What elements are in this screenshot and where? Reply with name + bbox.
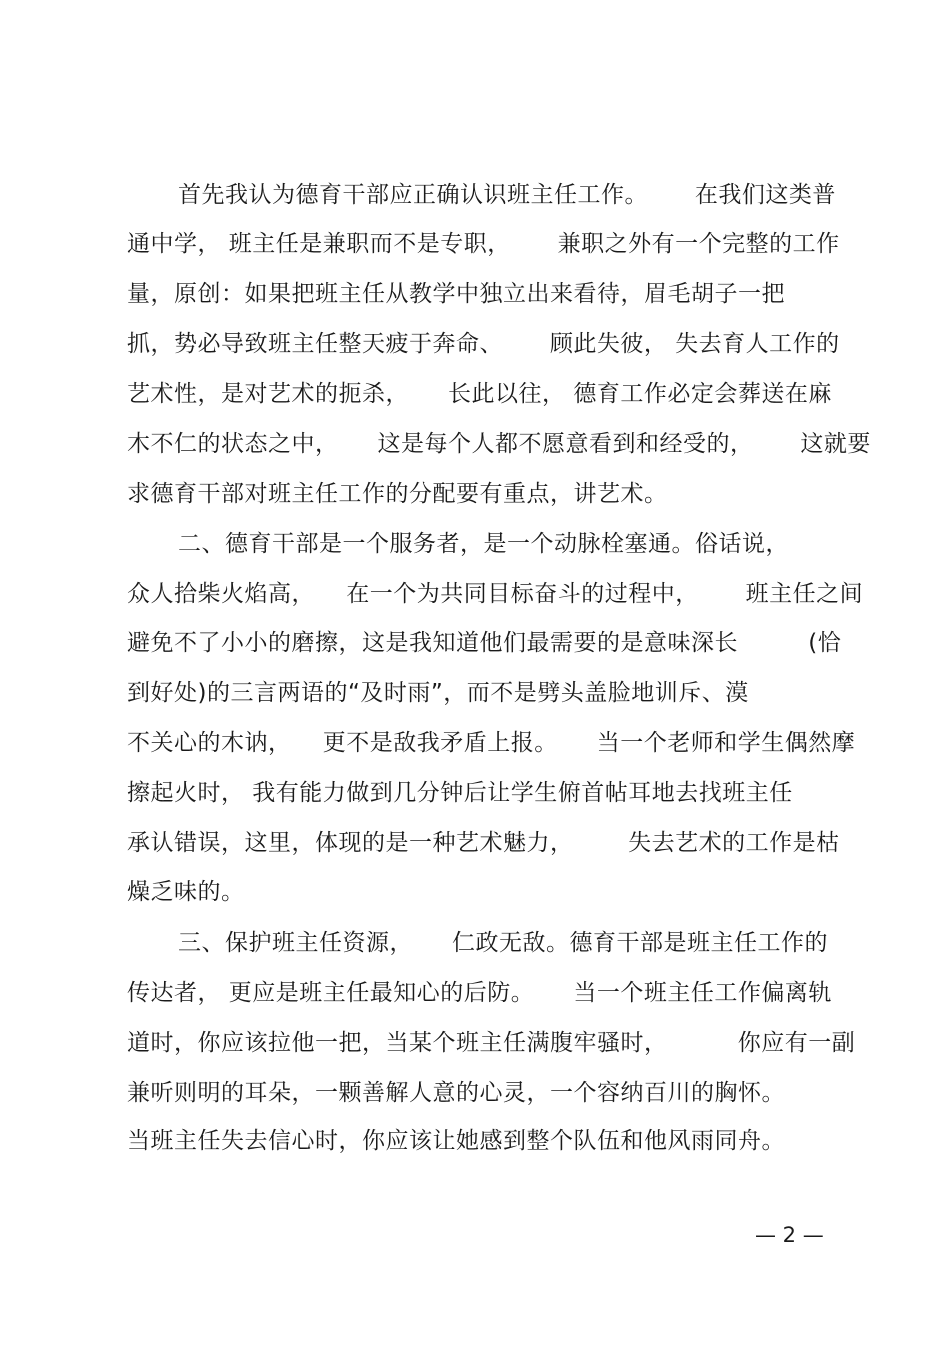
paragraph-2-line-8: 燥乏味的。 xyxy=(127,879,245,905)
paragraph-1-line-6: 木不仁的状态之中， 这是每个人都不愿意看到和经受的， 这就要 xyxy=(127,431,871,457)
paragraph-2-line-2: 众人拾柴火焰高， 在一个为共同目标奋斗的过程中， 班主任之间 xyxy=(127,581,864,607)
page-number: — 2 — xyxy=(755,1223,824,1247)
paragraph-2-line-3: 避免不了小小的磨擦，这是我知道他们最需要的是意味深长 (恰 xyxy=(127,630,842,656)
paragraph-2-line-7: 承认错误，这里，体现的是一种艺术魅力， 失去艺术的工作是枯 xyxy=(127,830,840,856)
paragraph-1-line-1: 首先我认为德育干部应正确认识班主任工作。 在我们这类普 xyxy=(178,182,836,208)
paragraph-3-line-1: 三、保护班主任资源， 仁政无敌。德育干部是班主任工作的 xyxy=(178,930,829,956)
paragraph-2-line-5: 不关心的木讷， 更不是敌我矛盾上报。 当一个老师和学生偶然摩 xyxy=(127,730,856,756)
paragraph-1-line-4: 抓，势必导致班主任整天疲于奔命、 顾此失彼， 失去育人工作的 xyxy=(127,331,840,357)
paragraph-2-line-1: 二、德育干部是一个服务者，是一个动脉栓塞通。俗话说， xyxy=(178,531,789,557)
paragraph-3-line-5: 当班主任失去信心时，你应该让她感到整个队伍和他风雨同舟。 xyxy=(127,1128,785,1154)
paragraph-3-line-2: 传达者， 更应是班主任最知心的后防。 当一个班主任工作偏离轨 xyxy=(127,980,832,1006)
paragraph-1-line-5: 艺术性，是对艺术的扼杀， 长此以往， 德育工作必定会葬送在麻 xyxy=(127,381,832,407)
paragraph-2-line-6: 擦起火时， 我有能力做到几分钟后让学生俯首帖耳地去找班主任 xyxy=(127,780,793,806)
paragraph-2-line-4: 到好处)的三言两语的“及时雨”，而不是劈头盖脸地训斥、漠 xyxy=(127,680,749,706)
paragraph-3-line-4: 兼听则明的耳朵，一颗善解人意的心灵，一个容纳百川的胸怀。 xyxy=(127,1080,785,1106)
paragraph-3-line-3: 道时，你应该拉他一把，当某个班主任满腹牢骚时， 你应有一副 xyxy=(127,1030,856,1056)
paragraph-1-line-7: 求德育干部对班主任工作的分配要有重点，讲艺术。 xyxy=(127,481,668,507)
paragraph-1-line-2: 通中学， 班主任是兼职而不是专职， 兼职之外有一个完整的工作 xyxy=(127,231,840,257)
paragraph-1-line-3: 量，原创：如果把班主任从教学中独立出来看待，眉毛胡子一把 xyxy=(127,281,785,307)
